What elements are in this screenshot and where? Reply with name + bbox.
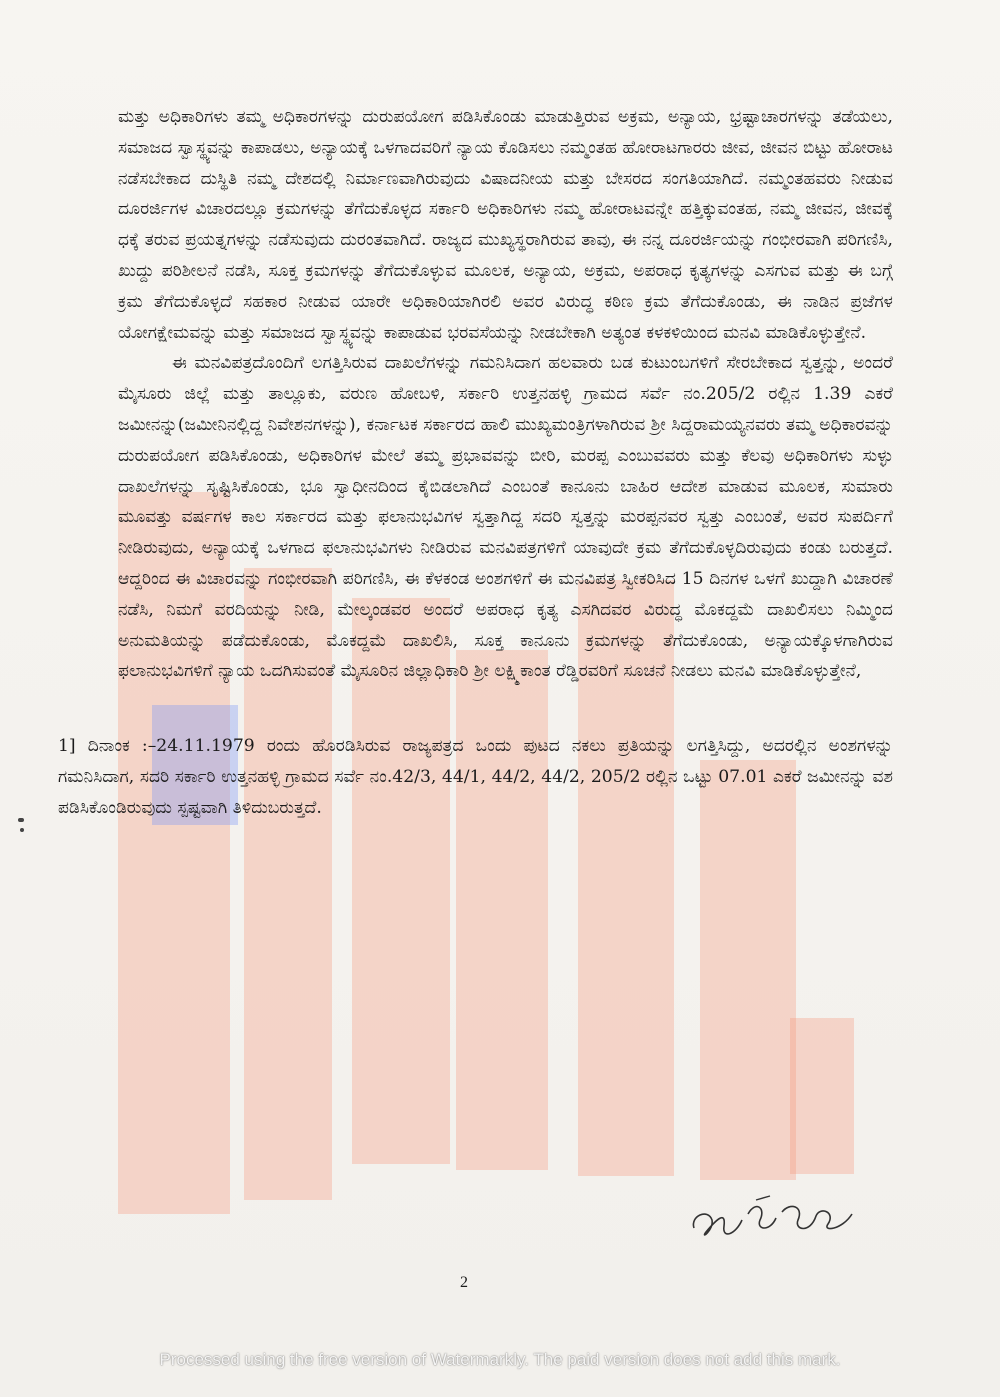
footer-watermark: Processed using the free version of Watermarkly. The paid version does not add this mark. [159,1350,841,1369]
page-number: 2 [460,1274,468,1291]
spacer [118,687,893,731]
signature [686,1190,861,1250]
watermark-block [790,1018,854,1174]
paragraph-1: ಮತ್ತು ಅಧಿಕಾರಿಗಳು ತಮ್ಮ ಅಧಿಕಾರಗಳನ್ನು ದುರುಪಯೋಗ ಪಡಿಸಿಕೊಂಡು ಮಾಡುತ್ತಿರುವ ಅಕ್ರಮ, ಅನ್ಯಾಯ, ಭ್ರಷ್ಟಾಚಾರಗಳನ್ನು ತಡೆಯಲು, ಸಮಾಜದ ಸ್ವಾಸ್ಥ್ಯವನ್ನು ಕಾಪಾಡಲು, ಅನ್ಯಾಯಕ್ಕೆ ಒಳಗಾದವರಿಗೆ ನ್ಯಾಯ ಕೊಡಿಸಲು ನಮ್ಮಂತಹ ಹೋರಾಟಗಾರರು ಜೀವ, ಜೀವನ ಬಿಟ್ಟು ಹೋರಾಟ ನಡೆಸಬೇಕಾದ ದುಸ್ಥಿತಿ ನಮ್ಮ ದೇಶದಲ್ಲಿ ನಿರ್ಮಾಣವಾಗಿರುವುದು ವಿಷಾದನೀಯ ಮತ್ತು ಬೇಸರದ ಸಂಗತಿಯಾಗಿದೆ. ನಮ್ಮಂತಹವರು ನೀಡುವ ದೂರರ್ಜಿಗಳ ವಿಚಾರದಲ್ಲೂ ಕ್ರಮಗಳನ್ನು ತೆಗೆದುಕೊಳ್ಳದ ಸರ್ಕಾರಿ ಅಧಿಕಾರಿಗಳು ನಮ್ಮ ಹೋರಾಟವನ್ನೇ ಹತ್ತಿಕ್ಕುವಂತಹ, ನಮ್ಮ ಜೀವನ, ಜೀವಕ್ಕೆ ಧಕ್ಕೆ ತರುವ ಪ್ರಯತ್ನಗಳನ್ನು ನಡೆಸುವುದು ದುರಂತವಾಗಿದೆ. ರಾಜ್ಯದ ಮುಖ್ಯಸ್ಥರಾಗಿರುವ ತಾವು, ಈ ನನ್ನ ದೂರರ್ಜಿಯನ್ನು ಗಂಭೀರವಾಗಿ ಪರಿಗಣಿಸಿ, ಖುದ್ದು ಪರಿಶೀಲನೆ ನಡೆಸಿ, ಸೂಕ್ತ ಕ್ರಮಗಳನ್ನು ತೆಗೆದುಕೊಳ್ಳುವ ಮೂಲಕ, ಅನ್ಯಾಯ, ಅಕ್ರಮ, ಅಪರಾಧ ಕೃತ್ಯಗಳನ್ನು ಎಸಗುವ ಮತ್ತು ಈ ಬಗ್ಗೆ ಕ್ರಮ ತೆಗೆದುಕೊಳ್ಳದೆ ಸಹಕಾರ ನೀಡುವ ಯಾರೇ ಅಧಿಕಾರಿಯಾಗಿರಲಿ ಅವರ ವಿರುದ್ಧ ಕಠಿಣ ಕ್ರಮ ತೆಗೆದುಕೊಂಡು, ಈ ನಾಡಿನ ಪ್ರಜೆಗಳ ಯೋಗಕ್ಷೇಮವನ್ನು ಮತ್ತು ಸಮಾಜದ ಸ್ವಾಸ್ಥ್ಯವನ್ನು ಕಾಪಾಡುವ ಭರವಸೆಯನ್ನು ನೀಡಬೇಕಾಗಿ ಅತ್ಯಂತ ಕಳಕಳಿಯಿಂದ ಮನವಿ ಮಾಡಿಕೊಳ್ಳುತ್ತೇನೆ. [118,107,893,343]
letter-body [58,102,893,824]
scan-speck [20,828,24,832]
list-item-1: 1] ದಿನಾಂಕ :–24.11.1979 ರಂದು ಹೊರಡಿಸಿರುವ ರಾಜ್ಯಪತ್ರದ ಒಂದು ಪುಟದ ನಕಲು ಪ್ರತಿಯನ್ನು ಲಗತ್ತಿಸಿದ್ದು, ಅದರಲ್ಲಿನ ಅಂಶಗಳನ್ನು ಗಮನಿಸಿದಾಗ, ಸದರಿ ಸರ್ಕಾರಿ ಉತ್ತನಹಳ್ಳಿ ಗ್ರಾಮದ ಸರ್ವೆ ನಂ.42/3, 44/1, 44/2, 44/2, 205/2 ರಲ್ಲಿನ ಒಟ್ಟು 07.01 ಎಕರೆ ಜಮೀನನ್ನು ವಶ ಪಡಿಸಿಕೊಂಡಿರುವುದು ಸ್ಪಷ್ಟವಾಗಿ ತಿಳಿದುಬರುತ್ತದೆ. [58,736,893,818]
paragraph-2: ಈ ಮನವಿಪತ್ರದೊಂದಿಗೆ ಲಗತ್ತಿಸಿರುವ ದಾಖಲೆಗಳನ್ನು ಗಮನಿಸಿದಾಗ ಹಲವಾರು ಬಡ ಕುಟುಂಬಗಳಿಗೆ ಸೇರಬೇಕಾದ ಸ್ವತ್ತನ್ನು, ಅಂದರೆ ಮೈಸೂರು ಜಿಲ್ಲೆ ಮತ್ತು ತಾಲ್ಲೂಕು, ವರುಣ ಹೋಬಳಿ, ಸರ್ಕಾರಿ ಉತ್ತನಹಳ್ಳಿ ಗ್ರಾಮದ ಸರ್ವೆ ನಂ.205/2 ರಲ್ಲಿನ 1.39 ಎಕರೆ ಜಮೀನನ್ನು(ಜಮೀನಿನಲ್ಲಿದ್ದ ನಿವೇಶನಗಳನ್ನು), ಕರ್ನಾಟಕ ಸರ್ಕಾರದ ಹಾಲಿ ಮುಖ್ಯಮಂತ್ರಿಗಳಾಗಿರುವ ಶ್ರೀ ಸಿದ್ದರಾಮಯ್ಯನವರು ತಮ್ಮ ಅಧಿಕಾರವನ್ನು ದುರುಪಯೋಗ ಪಡಿಸಿಕೊಂಡು, ಅಧಿಕಾರಿಗಳ ಮೇಲೆ ತಮ್ಮ ಪ್ರಭಾವವನ್ನು ಬೀರಿ, ಮರಪ್ಪ ಎಂಬುವವರು ಮತ್ತು ಕೆಲವು ಅಧಿಕಾರಿಗಳು ಸುಳ್ಳು ದಾಖಲೆಗಳನ್ನು ಸೃಷ್ಟಿಸಿಕೊಂಡು, ಭೂ ಸ್ವಾಧೀನದಿಂದ ಕೈಬಿಡಲಾಗಿದೆ ಎಂಬಂತೆ ಕಾನೂನು ಬಾಹಿರ ಆದೇಶ ಮಾಡುವ ಮೂಲಕ, ಸುಮಾರು ಮೂವತ್ತು ವರ್ಷಗಳ ಕಾಲ ಸರ್ಕಾರದ ಮತ್ತು ಫಲಾನುಭವಿಗಳ ಸ್ವತ್ತಾಗಿದ್ದ ಸದರಿ ಸ್ವತ್ತನ್ನು ಮರಪ್ಪನವರ ಸ್ವತ್ತು ಎಂಬಂತೆ, ಅವರ ಸುಪರ್ದಿಗೆ ನೀಡಿರುವುದು, ಅನ್ಯಾಯಕ್ಕೆ ಒಳಗಾದ ಫಲಾನುಭವಿಗಳು ನೀಡಿರುವ ಮನವಿಪತ್ರಗಳಿಗೆ ಯಾವುದೇ ಕ್ರಮ ತೆಗೆದುಕೊಳ್ಳದಿರುವುದು ಕಂಡು ಬರುತ್ತದೆ. ಆದ್ದರಿಂದ ಈ ವಿಚಾರವನ್ನು ಗಂಭೀರವಾಗಿ ಪರಿಗಣಿಸಿ, ಈ ಕೆಳಕಂಡ ಅಂಶಗಳಿಗೆ ಈ ಮನವಿಪತ್ರ ಸ್ವೀಕರಿಸಿದ 15 ದಿನಗಳ ಒಳಗೆ ಖುದ್ದಾಗಿ ವಿಚಾರಣೆ ನಡೆಸಿ, ನಿಮಗೆ ವರದಿಯನ್ನು ನೀಡಿ, ಮೇಲ್ಕಂಡವರ ಅಂದರೆ ಅಪರಾಧ ಕೃತ್ಯ ಎಸಗಿದವರ ವಿರುದ್ಧ ಮೊಕದ್ದಮೆ ದಾಖಲಿಸಲು ನಿಮ್ಮಿಂದ ಅನುಮತಿಯನ್ನು ಪಡೆದುಕೊಂಡು, ಮೊಕದ್ದಮೆ ದಾಖಲಿಸಿ, ಸೂಕ್ತ ಕಾನೂನು ಕ್ರಮಗಳನ್ನು ತೆಗೆದುಕೊಂಡು, ಅನ್ಯಾಯಕ್ಕೊಳಗಾಗಿರುವ ಫಲಾನುಭವಿಗಳಿಗೆ ನ್ಯಾಯ ಒದಗಿಸುವಂತೆ ಮೈಸೂರಿನ ಜಿಲ್ಲಾಧಿಕಾರಿ ಶ್ರೀ ಲಕ್ಷ್ಮಿಕಾಂತ ರೆಡ್ಡಿರವರಿಗೆ ಸೂಚನೆ ನೀಡಲು ಮನವಿ ಮಾಡಿಕೊಳ್ಳುತ್ತೇನೆ, [118,353,893,682]
scan-speck [18,818,24,822]
